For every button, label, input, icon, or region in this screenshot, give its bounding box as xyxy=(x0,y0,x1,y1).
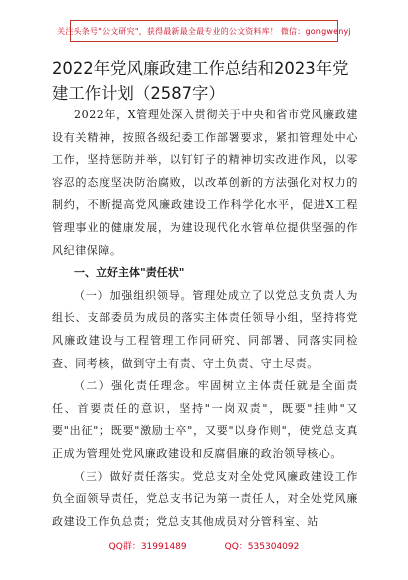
section-heading: 一、立好主体"责任状" xyxy=(74,266,185,280)
section-paragraph-3: （三）做好责任落实。党总支对全处党风廉政建设工作负全面领导责任，党总支书记为第一责任人，对全处党风廉政建设工作负总责；党总支其他成员对分管科室、站 xyxy=(52,469,358,528)
footer-contact xyxy=(0,539,408,555)
promo-banner-text: 关注头条号"公文研究"，获得最新最全最专业的公文资料库！ 微信：gongwenyj xyxy=(57,26,351,36)
document-title: 2022年党风廉政建工作总结和2023年党建工作计划（2587字） xyxy=(52,59,349,103)
footer-qq: QQ：535304092 xyxy=(224,542,300,552)
intro-paragraph: 2022年，X管理处深入贯彻关于中央和省市党风廉政建设有关精神，按照各级纪委工作部署要求，紧扣管理处中心工作，坚持惩防并举，以钉钉子的精神切实改进作风，以零容忍的态度坚决防治腐败，以改革创新的方法强化对权力的制约，不断提高党风廉政建设工作科学化水平，促进X工程管理事业的健康发展，为建设现代化水管单位提供坚强的作风纪律保障。 xyxy=(52,108,358,257)
document-body xyxy=(52,104,358,533)
promo-banner xyxy=(57,20,351,42)
footer-qq-group: QQ群：31991489 xyxy=(108,542,187,552)
section-paragraph-2: （二）强化责任理念。牢固树立主体责任就是全面责任、首要责任的意识，坚持"一岗双责"，既要"挂帅"又要"出征"；既要"激励士卒"，又要"以身作则"，使党总支真正成为管理处党风廉政建设和反腐倡廉的政治领导核心。 xyxy=(52,379,358,460)
section-paragraph-1: （一）加强组织领导。管理处成立了以党总支负责人为组长、支部委员为成员的落实主体责任领导小组，坚持将党风廉政建设与工程管理工作同研究、同部署、同落实同检查、同考核，做到守土有责、守土负责、守土尽责。 xyxy=(52,288,358,370)
